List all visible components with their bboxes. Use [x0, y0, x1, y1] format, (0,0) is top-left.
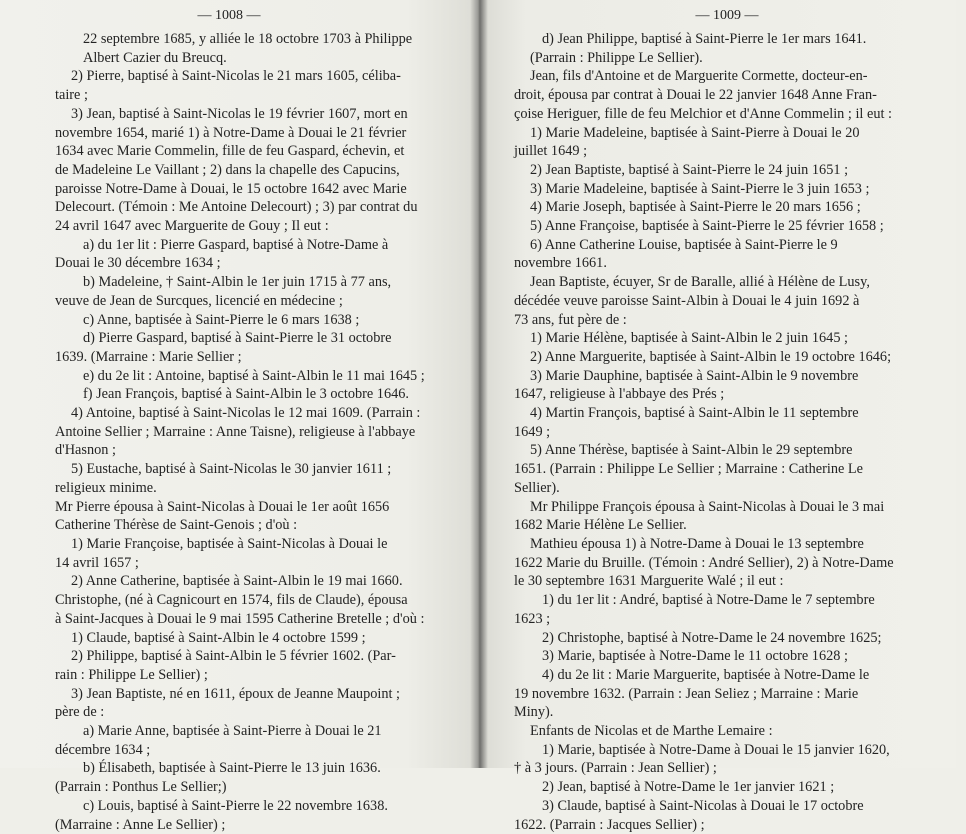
text-line: a) du 1er lit : Pierre Gaspard, baptisé à Notre-Dame à — [83, 236, 389, 253]
text-line: 2) Pierre, baptisé à Saint-Nicolas le 21 mars 1605, céliba- — [71, 68, 401, 85]
text-line: taire ; — [55, 87, 88, 104]
text-line: 1) Marie Madeleine, baptisée à Saint-Pierre à Douai le 20 — [530, 124, 860, 141]
text-line: f) Jean François, baptisé à Saint-Albin le 3 octobre 1646. — [83, 386, 409, 403]
page-number: — 1009 — — [695, 8, 759, 23]
text-line: Sellier). — [514, 479, 560, 496]
text-line: 1622. (Parrain : Jacques Sellier) ; — [514, 816, 705, 833]
text-line: b) Madeleine, † Saint-Albin le 1er juin 1715 à 77 ans, — [83, 274, 392, 291]
text-line: 3) Marie Dauphine, baptisée à Saint-Albin le 9 novembre — [530, 367, 859, 384]
text-line: Christophe, (né à Cagnicourt en 1574, fils de Claude), épousa — [55, 592, 408, 609]
text-line: juillet 1649 ; — [514, 143, 588, 160]
text-line: 14 avril 1657 ; — [55, 554, 139, 571]
text-line: 1) Marie Françoise, baptisée à Saint-Nicolas à Douai le — [71, 535, 388, 552]
text-line: d) Pierre Gaspard, baptisé à Saint-Pierre le 31 octobre — [83, 330, 392, 347]
text-line: décédée veuve paroisse Saint-Albin à Douai le 4 juin 1692 à — [514, 292, 860, 309]
text-line: 2) Philippe, baptisé à Saint-Albin le 5 février 1602. (Par- — [71, 648, 396, 665]
text-line: paroisse Notre-Dame à Douai, le 15 octobre 1642 avec Marie — [55, 180, 407, 197]
text-line: 2) Christophe, baptisé à Notre-Dame le 24 novembre 1625; — [542, 629, 882, 646]
text-line: d) Jean Philippe, baptisé à Saint-Pierre le 1er mars 1641. — [542, 31, 867, 47]
left-page — [0, 0, 478, 833]
text-line: 1) Marie Hélène, baptisée à Saint-Albin le 2 juin 1645 ; — [530, 330, 849, 347]
right-page — [478, 0, 956, 833]
text-line: 2) Anne Catherine, baptisée à Saint-Albin le 19 mai 1660. — [71, 573, 403, 590]
text-line: Catherine Thérèse de Saint-Genois ; d'où : — [55, 517, 298, 534]
text-line: 1651. (Parrain : Philippe Le Sellier ; Marraine : Catherine Le — [514, 461, 863, 478]
text-line: Mathieu épousa 1) à Notre-Dame à Douai le 13 septembre — [530, 535, 864, 552]
text-line: Enfants de Nicolas et de Marthe Lemaire : — [530, 723, 773, 740]
text-line: Delecourt. (Témoin : Me Antoine Delecourt) ; 3) par contrat du — [55, 199, 418, 216]
text-line: Jean, fils d'Antoine et de Marguerite Cormette, docteur-en- — [530, 68, 868, 85]
page-number: — 1008 — — [197, 8, 261, 23]
text-line: Douai le 30 décembre 1634 ; — [55, 255, 221, 272]
text-line: 19 novembre 1632. (Parrain : Jean Seliez ; Marraine : Marie — [514, 685, 859, 702]
text-line: 1634 avec Marie Commelin, fille de feu Gaspard, échevin, et — [55, 143, 405, 160]
text-line: 4) du 2e lit : Marie Marguerite, baptisée à Notre-Dame le — [542, 666, 870, 683]
text-line: a) Marie Anne, baptisée à Saint-Pierre à Douai le 21 — [83, 723, 382, 740]
text-line: droit, épousa par contrat à Douai le 22 janvier 1648 Anne Fran- — [514, 87, 877, 104]
text-line: 5) Anne Thérèse, baptisée à Saint-Albin le 29 septembre — [530, 442, 853, 459]
text-line: çoise Heriguer, fille de feu Melchior et d'Anne Commelin ; il eut : — [514, 105, 892, 122]
text-line: 1622 Marie du Bruille. (Témoin : André Sellier), 2) à Notre-Dame — [514, 554, 894, 571]
text-line: 4) Antoine, baptisé à Saint-Nicolas le 12 mai 1609. (Parrain : — [71, 405, 421, 422]
text-line: 3) Jean Baptiste, né en 1611, époux de Jeanne Maupoint ; — [71, 685, 401, 702]
text-line: b) Élisabeth, baptisée à Saint-Pierre le 13 juin 1636. — [83, 760, 381, 777]
text-line: (Parrain : Philippe Le Sellier). — [530, 49, 703, 66]
text-line: c) Anne, baptisée à Saint-Pierre le 6 mars 1638 ; — [83, 311, 360, 328]
text-line: 1) du 1er lit : André, baptisé à Notre-Dame le 7 septembre — [542, 592, 875, 609]
text-column — [55, 30, 427, 834]
text-line: 1) Claude, baptisé à Saint-Albin le 4 octobre 1599 ; — [71, 629, 366, 646]
text-line: 2) Anne Marguerite, baptisée à Saint-Albin le 19 octobre 1646; — [530, 348, 892, 365]
text-line: 6) Anne Catherine Louise, baptisée à Saint-Pierre le 9 — [530, 236, 838, 253]
text-line: 4) Marie Joseph, baptisée à Saint-Pierre le 20 mars 1656 ; — [530, 199, 861, 216]
text-line: religieux minime. — [55, 479, 157, 496]
text-line: Miny). — [514, 704, 554, 721]
text-line: rain : Philippe Le Sellier) ; — [55, 666, 208, 683]
text-line: Jean Baptiste, écuyer, Sr de Baralle, allié à Hélène de Lusy, — [530, 274, 870, 291]
text-line: 24 avril 1647 avec Marguerite de Gouy ; Il eut : — [55, 218, 329, 235]
text-line: 5) Anne Françoise, baptisée à Saint-Pierre le 25 février 1658 ; — [530, 218, 884, 235]
text-line: d'Hasnon ; — [55, 442, 116, 459]
text-line: à Saint-Jacques à Douai le 9 mai 1595 Catherine Bretelle ; d'où : — [55, 610, 425, 627]
text-line: 3) Jean, baptisé à Saint-Nicolas le 19 février 1607, mort en — [71, 105, 408, 122]
text-line: 1647, religieuse à l'abbaye des Prés ; — [514, 386, 725, 403]
text-line: e) du 2e lit : Antoine, baptisé à Saint-Albin le 11 mai 1645 ; — [83, 367, 425, 384]
text-line: (Parrain : Ponthus Le Sellier;) — [55, 779, 227, 796]
text-line: novembre 1654, marié 1) à Notre-Dame à Douai le 21 février — [55, 124, 407, 141]
text-line: (Marraine : Anne Le Sellier) ; — [55, 816, 226, 833]
text-line: 5) Eustache, baptisé à Saint-Nicolas le 30 janvier 1611 ; — [71, 461, 392, 478]
text-line: Mr Pierre épousa à Saint-Nicolas à Douai le 1er août 1656 — [55, 498, 390, 515]
text-line: 2) Jean Baptiste, baptisé à Saint-Pierre le 24 juin 1651 ; — [530, 161, 849, 178]
text-line: décembre 1634 ; — [55, 741, 151, 758]
text-line: 4) Martin François, baptisé à Saint-Albin le 11 septembre — [530, 405, 859, 422]
text-column — [514, 30, 894, 834]
text-line: de Madeleine Le Vaillant ; 2) dans la chapelle des Capucins, — [55, 161, 400, 178]
book-gutter — [470, 0, 488, 768]
text-line: Antoine Sellier ; Marraine : Anne Taisne), religieuse à l'abbaye — [55, 423, 416, 440]
text-line: † à 3 jours. (Parrain : Jean Sellier) ; — [514, 760, 717, 777]
text-line: 2) Jean, baptisé à Notre-Dame le 1er janvier 1621 ; — [542, 779, 835, 796]
text-line: 1682 Marie Hélène Le Sellier. — [514, 517, 687, 534]
text-line: 73 ans, fut père de : — [514, 311, 627, 328]
text-line: novembre 1661. — [514, 255, 607, 272]
text-line: 1) Marie, baptisée à Notre-Dame à Douai le 15 janvier 1620, — [542, 741, 890, 758]
text-line: veuve de Jean de Surcques, licencié en médecine ; — [55, 292, 343, 309]
text-line: Albert Cazier du Breucq. — [83, 49, 227, 66]
text-line: 3) Claude, baptisé à Saint-Nicolas à Douai le 17 octobre — [542, 797, 864, 814]
text-line: le 30 septembre 1631 Marguerite Walé ; il eut : — [514, 573, 784, 590]
text-line: père de : — [55, 704, 105, 721]
text-line: Mr Philippe François épousa à Saint-Nicolas à Douai le 3 mai — [530, 498, 885, 515]
text-line: 3) Marie Madeleine, baptisée à Saint-Pierre le 3 juin 1653 ; — [530, 180, 870, 197]
text-line: c) Louis, baptisé à Saint-Pierre le 22 novembre 1638. — [83, 797, 388, 814]
text-line: 22 septembre 1685, y alliée le 18 octobre 1703 à Philippe — [83, 31, 413, 47]
text-line: 1623 ; — [514, 610, 551, 627]
text-line: 1649 ; — [514, 423, 551, 440]
text-line: 1639. (Marraine : Marie Sellier ; — [55, 348, 242, 365]
text-line: 3) Marie, baptisée à Notre-Dame le 11 octobre 1628 ; — [542, 648, 848, 665]
